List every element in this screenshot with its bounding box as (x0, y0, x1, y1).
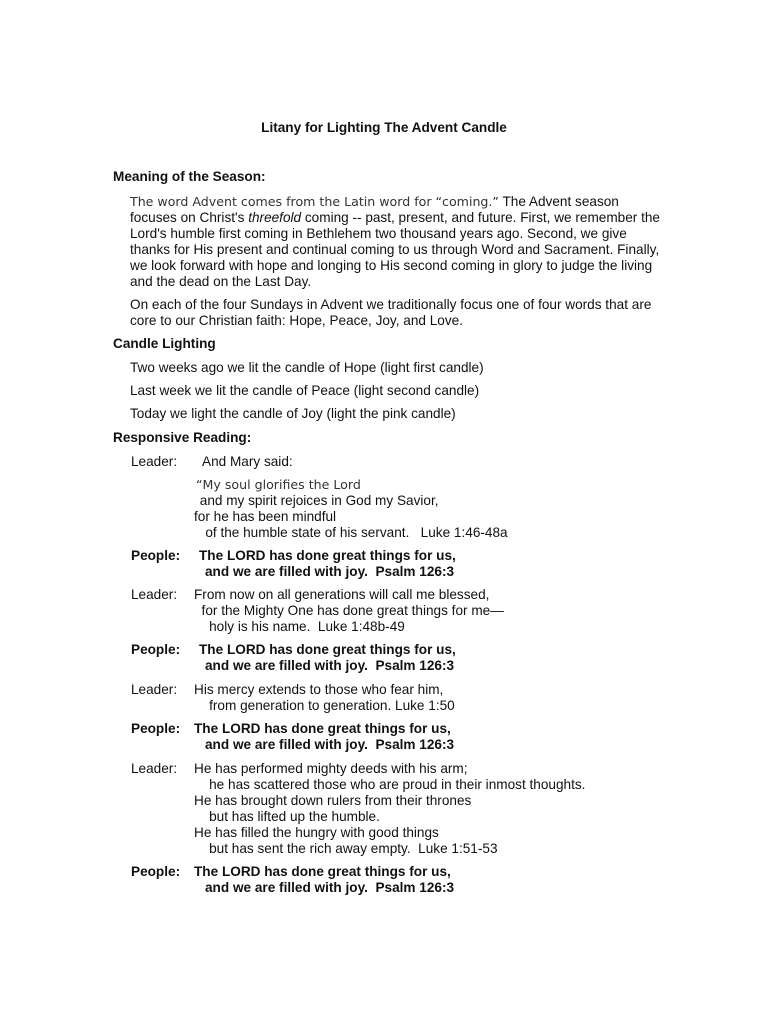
leader-line: His mercy extends to those who fear him, (194, 682, 444, 697)
meaning-text-b: coming -- past, present, and future. First, we remember the Lord's humble first coming in Bethlehem two thousand years ago. Second, we give thanks for His present and continual coming to us through Word and Sacrament. Finally, we look forward with hope and longing to His second coming in glory to judge the living and the dead on the Last Day. (130, 210, 660, 289)
leader-line: He has filled the hungry with good things (194, 825, 439, 840)
leader-label: Leader: (131, 454, 178, 469)
leader-intro: And Mary said: (202, 454, 293, 469)
leader-line: of the humble state of his servant. Luke 1:46-48a (194, 525, 508, 540)
reading-heading: Responsive Reading: (113, 430, 252, 445)
people-response-line-1: The LORD has done great things for us, (194, 864, 451, 879)
leader-label: Leader: (131, 587, 178, 602)
people-response-line-1: The LORD has done great things for us, (194, 721, 451, 736)
meaning-paragraph-2: On each of the four Sundays in Advent we traditionally focus one of four words that are core to our Christian faith: Hope, Peace, Joy, and Love. (130, 297, 652, 328)
people-label: People: (131, 721, 181, 736)
people-response-line-2: and we are filled with joy. Psalm 126:3 (205, 880, 455, 895)
candle-heading: Candle Lighting (113, 336, 216, 351)
people-response-line-1: The LORD has done great things for us, (199, 548, 456, 563)
people-response-line-1: The LORD has done great things for us, (199, 642, 456, 657)
leader-line: he has scattered those who are proud in their inmost thoughts. (194, 777, 586, 792)
leader-line: for the Mighty One has done great things for me— (194, 603, 504, 618)
people-label: People: (131, 864, 181, 879)
meaning-paragraph-1 (130, 194, 665, 290)
leader-line: He has brought down rulers from their thrones (194, 793, 472, 808)
leader-line: from generation to generation. Luke 1:50 (194, 698, 455, 713)
leader-line: for he has been mindful (194, 509, 337, 524)
meaning-text-a: The Advent season focuses on Christ's (130, 194, 619, 225)
meaning-intro-sentence: The word Advent comes from the Latin word for “coming.” (130, 194, 499, 209)
meaning-italic-word: threefold (248, 210, 302, 225)
leader-line: and my spirit rejoices in God my Savior, (196, 493, 439, 508)
candle-line-hope: Two weeks ago we lit the candle of Hope (light first candle) (130, 360, 484, 375)
leader-line: but has lifted up the humble. (194, 809, 380, 824)
people-label: People: (131, 548, 181, 563)
leader-line: From now on all generations will call me blessed, (194, 587, 490, 602)
people-response-line-2: and we are filled with joy. Psalm 126:3 (205, 737, 455, 752)
leader-label: Leader: (131, 682, 178, 697)
candle-line-peace: Last week we lit the candle of Peace (light second candle) (130, 383, 480, 398)
people-label: People: (131, 642, 181, 657)
meaning-heading: Meaning of the Season: (113, 169, 266, 184)
leader-line: but has sent the rich away empty. Luke 1:51-53 (194, 841, 498, 856)
leader-line: holy is his name. Luke 1:48b-49 (194, 619, 405, 634)
document-title: Litany for Lighting The Advent Candle (261, 120, 507, 135)
people-response-line-2: and we are filled with joy. Psalm 126:3 (205, 564, 455, 579)
people-response-line-2: and we are filled with joy. Psalm 126:3 (205, 658, 455, 673)
leader-label: Leader: (131, 761, 178, 776)
leader-line: He has performed mighty deeds with his arm; (194, 761, 468, 776)
magnificat-opening: “My soul glorifies the Lord (196, 477, 361, 492)
candle-line-joy: Today we light the candle of Joy (light the pink candle) (130, 406, 456, 421)
